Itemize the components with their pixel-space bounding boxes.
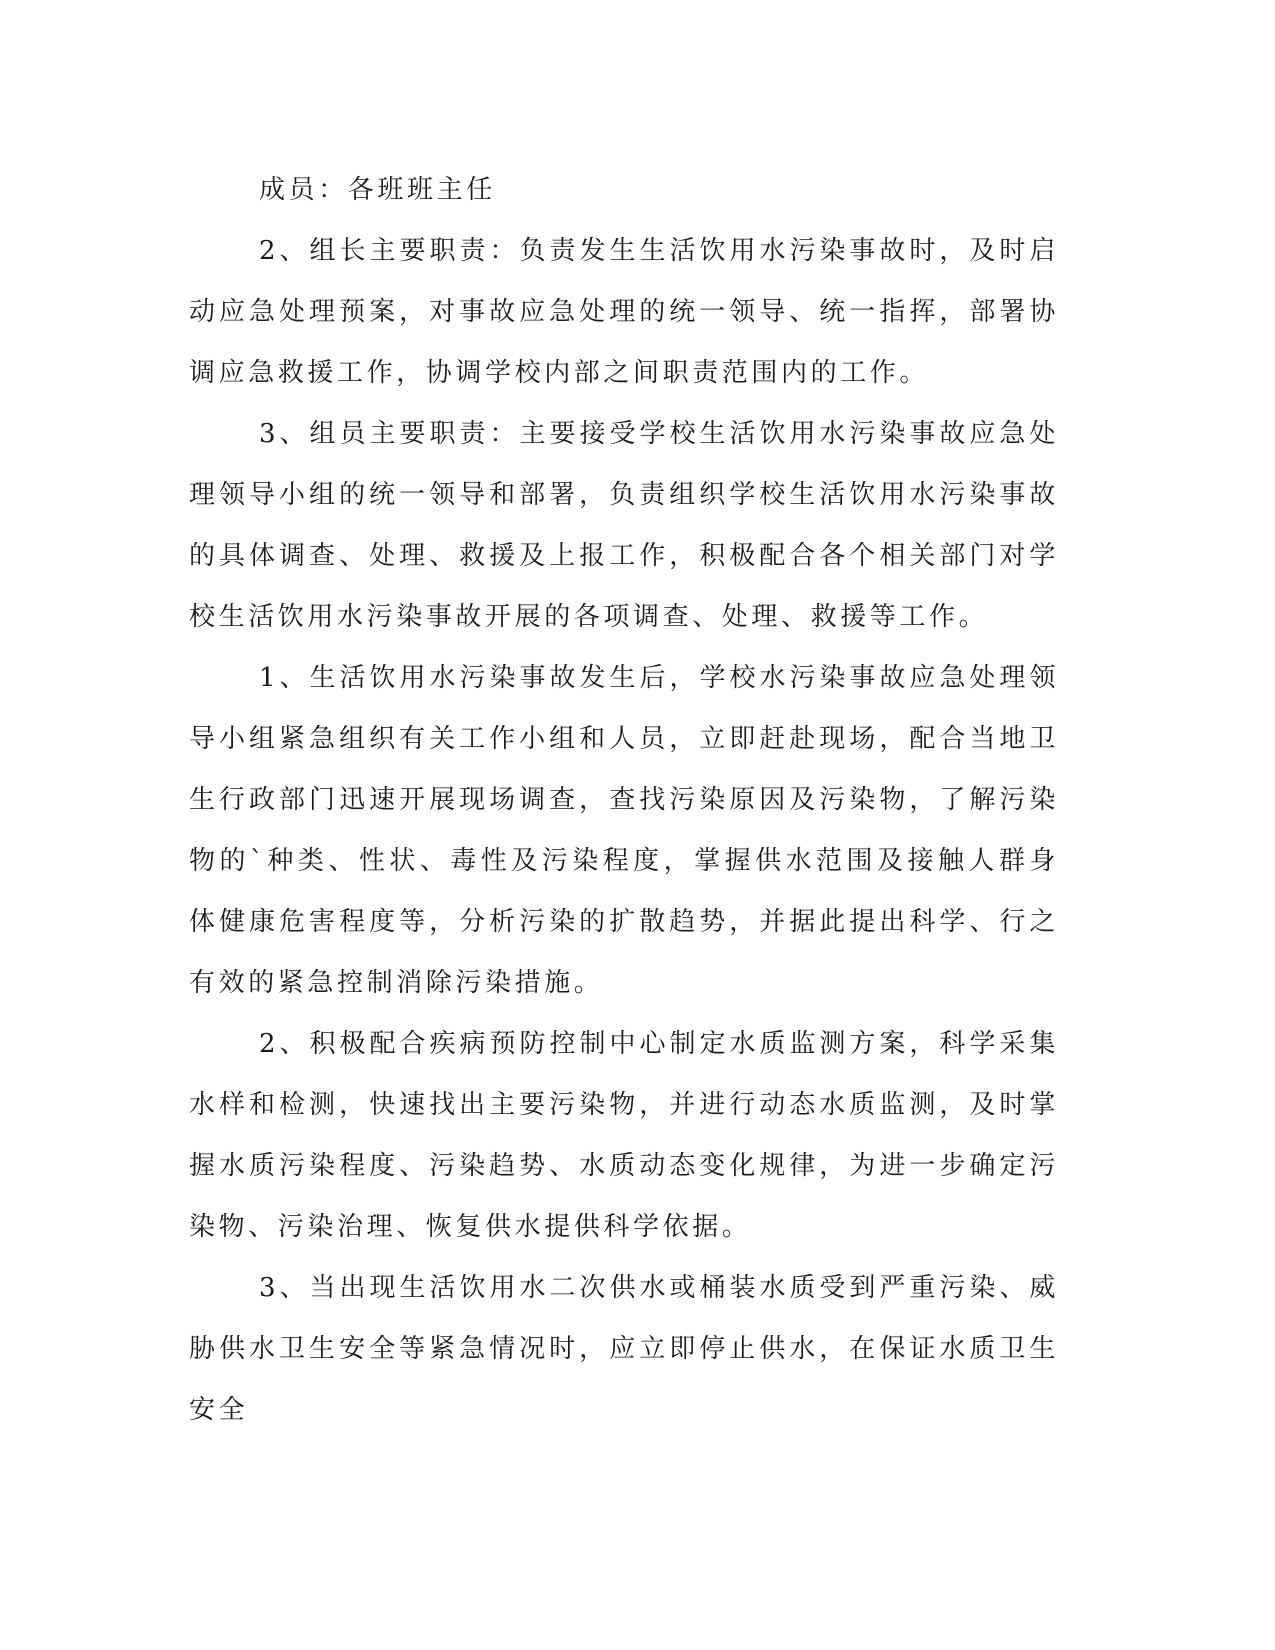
paragraph-members: 成员：各班班主任 (259, 175, 496, 205)
document-body (189, 160, 1059, 1441)
paragraph-leader-duties: 2、组长主要职责：负责发生生活饮用水污染事故时，及时启动应急处理预案，对事故应急处理的统一领导、统一指挥，部署协调应急救援工作，协调学校内部之间职责范围内的工作。 (189, 236, 1059, 388)
paragraph-member-duties: 3、组员主要职责：主要接受学校生活饮用水污染事故应急处理领导小组的统一领导和部署，负责组织学校生活饮用水污染事故的具体调查、处理、救援及上报工作，积极配合各个相关部门对学校生活饮用水污染事故开展的各项调查、处理、救援等工作。 (189, 419, 1059, 632)
paragraph-response-step-1: 1、生活饮用水污染事故发生后，学校水污染事故应急处理领导小组紧急组织有关工作小组和人员，立即赶赴现场，配合当地卫生行政部门迅速开展现场调查，查找污染原因及污染物，了解污染物的`种类、性状、毒性及污染程度，掌握供水范围及接触人群身体健康危害程度等，分析污染的扩散趋势，并据此提出科学、行之有效的紧急控制消除污染措施。 (189, 663, 1059, 998)
paragraph-response-step-3: 3、当出现生活饮用水二次供水或桶装水质受到严重污染、威胁供水卫生安全等紧急情况时，应立即停止供水，在保证水质卫生安全 (189, 1273, 1059, 1425)
paragraph-response-step-2: 2、积极配合疾病预防控制中心制定水质监测方案，科学采集水样和检测，快速找出主要污染物，并进行动态水质监测，及时掌握水质污染程度、污染趋势、水质动态变化规律，为进一步确定污染物、污染治理、恢复供水提供科学依据。 (189, 1029, 1059, 1242)
